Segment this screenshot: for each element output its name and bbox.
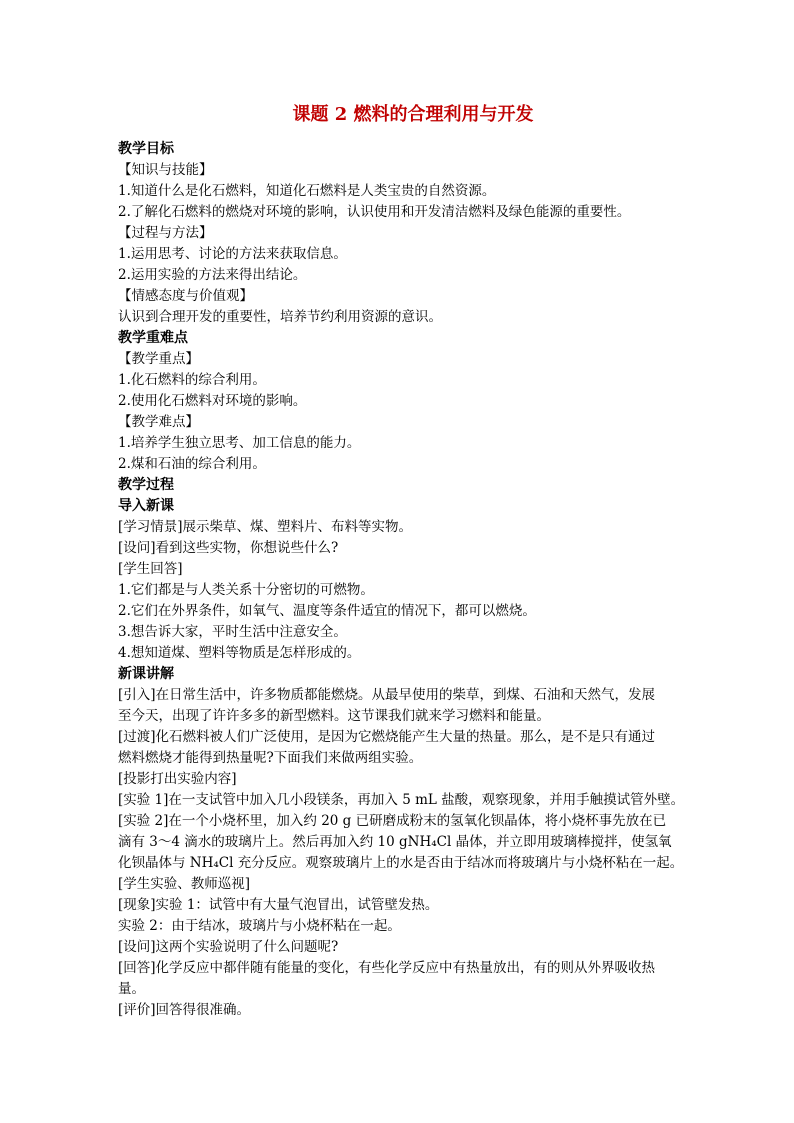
body-line: 【知识与技能】: [118, 162, 213, 178]
document-body: [118, 139, 708, 1021]
section-heading: 教学重难点: [118, 330, 188, 346]
body-line: 4.想知道煤、塑料等物质是怎样形成的。: [118, 645, 361, 661]
body-line: 2.运用实验的方法来得出结论。: [118, 267, 307, 283]
body-line: [实验 2]在一个小烧杯里，加入约 20 g 已研磨成粉末的氢氧化钡晶体，将小烧杯事先放在已: [118, 813, 667, 829]
body-line: 【过程与方法】: [118, 225, 213, 241]
body-line: 滴有 3～4 滴水的玻璃片上。然后再加入约 10 gNH₄Cl 晶体，并立即用玻璃棒搅拌，使氢氧: [118, 834, 672, 850]
body-line: 2.使用化石燃料对环境的影响。: [118, 393, 307, 409]
document-page: [118, 103, 708, 1021]
body-line: [学生实验、教师巡视]: [118, 876, 251, 892]
body-line: 化钡晶体与 NH₄Cl 充分反应。观察玻璃片上的水是否由于结冰而将玻璃片与小烧杯粘在一起。: [118, 855, 684, 871]
body-line: [评价]回答得很准确。: [118, 1002, 251, 1018]
body-line: 1.培养学生独立思考、加工信息的能力。: [118, 435, 361, 451]
document-title: 课题 2 燃料的合理利用与开发: [292, 104, 534, 125]
body-line: 实验 2：由于结冰，玻璃片与小烧杯粘在一起。: [118, 918, 401, 934]
body-line: 量。: [118, 981, 145, 997]
body-line: 【教学重点】: [118, 351, 199, 367]
body-line: 2.煤和石油的综合利用。: [118, 456, 266, 472]
body-line: 【情感态度与价值观】: [118, 288, 253, 304]
body-line: 1.它们都是与人类关系十分密切的可燃物。: [118, 582, 374, 598]
body-line: 2.它们在外界条件，如氧气、温度等条件适宜的情况下，都可以燃烧。: [118, 603, 536, 619]
body-line: [学生回答]: [118, 561, 183, 577]
body-line: 【教学难点】: [118, 414, 199, 430]
body-line: [设问]看到这些实物，你想说些什么?: [118, 540, 339, 556]
body-line: [过渡]化石燃料被人们广泛使用，是因为它燃烧能产生大量的热量。那么，是不是只有通过: [118, 729, 656, 745]
body-line: [学习情景]展示柴草、煤、塑料片、布料等实物。: [118, 519, 413, 535]
body-line: [现象]实验 1：试管中有大量气泡冒出，试管壁发热。: [118, 897, 439, 913]
body-line: 1.运用思考、讨论的方法来获取信息。: [118, 246, 347, 262]
section-heading: 教学目标: [118, 141, 174, 157]
body-line: 至今天，出现了许许多多的新型燃料。这节课我们就来学习燃料和能量。: [118, 708, 550, 724]
body-line: 2.了解化石燃料的燃烧对环境的影响，认识使用和开发清洁燃料及绿色能源的重要性。: [118, 204, 631, 220]
body-line: [设问]这两个实验说明了什么问题呢?: [118, 939, 339, 955]
section-heading: 导入新课: [118, 498, 174, 514]
body-line: 燃料燃烧才能得到热量呢?下面我们来做两组实验。: [118, 750, 423, 766]
body-line: [投影打出实验内容]: [118, 771, 237, 787]
body-line: 3.想告诉大家，平时生活中注意安全。: [118, 624, 347, 640]
section-heading: 新课讲解: [118, 666, 174, 682]
body-line: [引入]在日常生活中，许多物质都能燃烧。从最早使用的柴草，到煤、石油和天然气，发展: [118, 687, 656, 703]
body-line: 1.化石燃料的综合利用。: [118, 372, 266, 388]
body-line: [回答]化学反应中都伴随有能量的变化，有些化学反应中有热量放出，有的则从外界吸收热: [118, 960, 656, 976]
body-line: 1.知道什么是化石燃料，知道化石燃料是人类宝贵的自然资源。: [118, 183, 496, 199]
body-line: [实验 1]在一支试管中加入几小段镁条，再加入 5 mL 盐酸，观察现象，并用手触摸试管外壁。: [118, 792, 685, 808]
section-heading: 教学过程: [118, 477, 174, 493]
body-line: 认识到合理开发的重要性，培养节约利用资源的意识。: [118, 309, 442, 325]
